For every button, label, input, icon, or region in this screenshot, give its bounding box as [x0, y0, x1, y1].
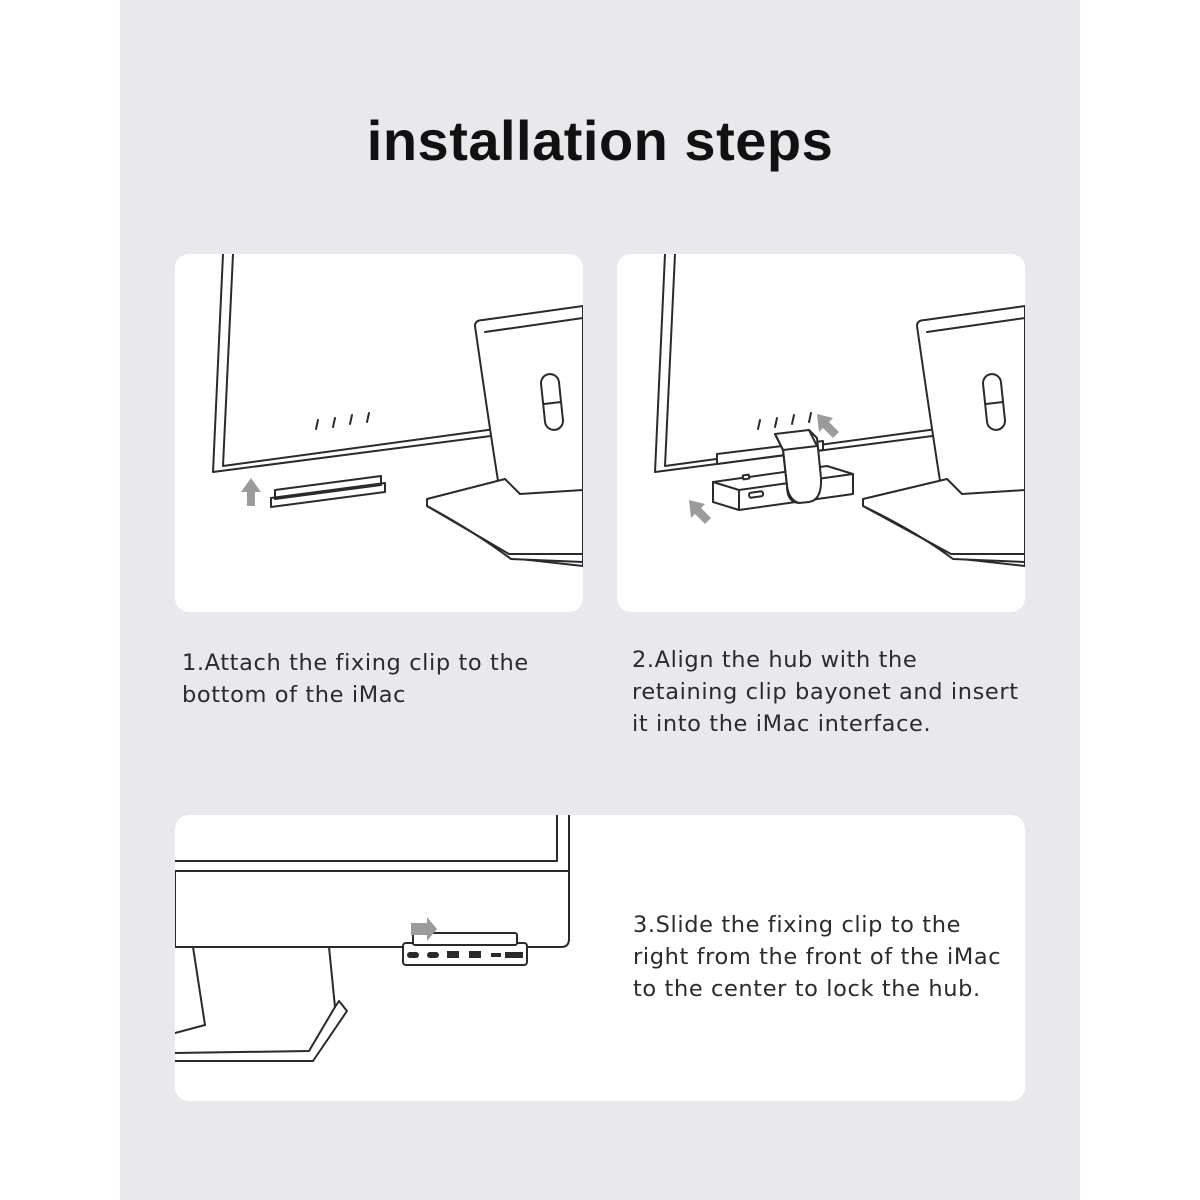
step-2-illustration-card	[617, 254, 1025, 612]
step-1-caption-line: 1.Attach the fixing clip to the	[182, 650, 529, 676]
usb-hub	[403, 933, 527, 965]
imac-front	[175, 815, 569, 947]
step-3-card	[175, 815, 1025, 1101]
arrow-diagonal-icon	[689, 500, 711, 524]
step-3-caption-line: 3.Slide the fixing clip to the	[633, 912, 962, 938]
step-1-caption	[182, 647, 529, 711]
page-title: installation steps	[366, 109, 834, 172]
imac-rear-hub-illustration	[617, 254, 1025, 612]
fixing-clip	[271, 476, 385, 507]
step-3-caption	[633, 909, 1001, 1005]
step-1-caption-line: bottom of the iMac	[182, 682, 407, 708]
imac-stand	[175, 947, 347, 1061]
step-2-caption-line: retaining clip bayonet and insert	[632, 679, 1019, 705]
arrow-diagonal-icon	[817, 414, 839, 438]
arrow-up-icon	[241, 478, 261, 506]
imac-rear-clip-illustration	[175, 254, 583, 612]
step-3-caption-line: right from the front of the iMac	[633, 944, 1002, 970]
step-2-caption-line: 2.Align the hub with the	[632, 647, 918, 673]
imac-front-hub-illustration	[175, 815, 595, 1101]
step-2-caption	[632, 644, 1019, 740]
step-1-illustration-card	[175, 254, 583, 612]
step-2-caption-line: it into the iMac interface.	[632, 711, 932, 737]
step-3-caption-line: to the center to lock the hub.	[633, 976, 981, 1002]
usb-hub	[713, 430, 853, 510]
